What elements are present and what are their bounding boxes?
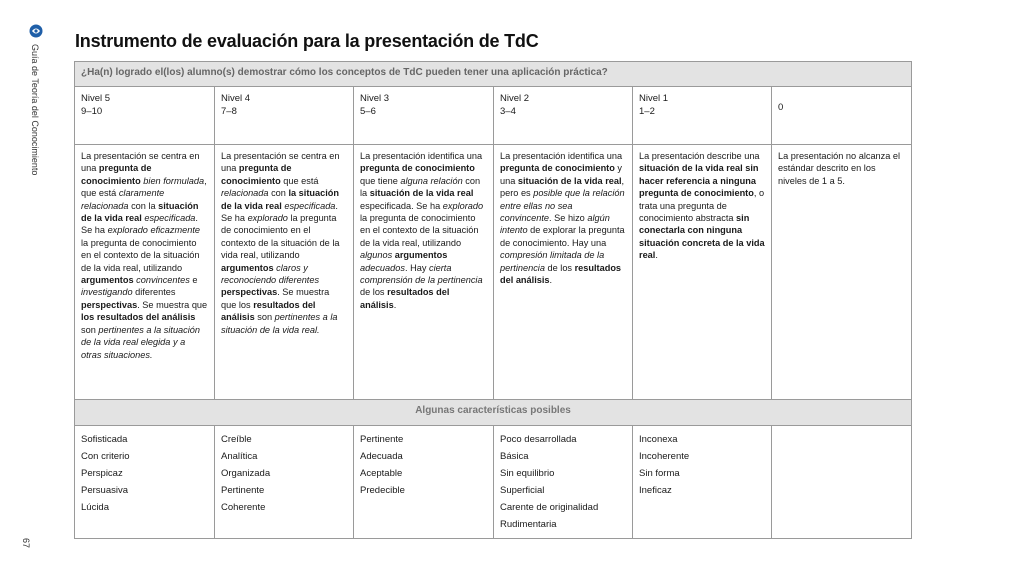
descriptor-text: perspectivas xyxy=(81,299,138,310)
descriptor-text: pertinentes a la situación de la vida real elegida y a otras situaciones. xyxy=(81,324,201,360)
descriptor-text: . Se hizo xyxy=(549,213,588,224)
descriptor-text: claramente relacionada xyxy=(81,188,165,211)
characteristic-item: Sin equilibrio xyxy=(500,468,555,479)
descriptor-text: resultados del análisis xyxy=(500,262,622,286)
characteristic-item: Perspicaz xyxy=(81,468,123,479)
descriptor-text: perspectivas xyxy=(221,287,278,298)
descriptor-text: La presentación no alcanza el estándar descrito en los niveles de 1 a 5. xyxy=(778,151,901,186)
characteristics-list xyxy=(81,431,208,516)
level-cell xyxy=(633,87,772,145)
descriptor-text: la pregunta de conocimiento en el contexto de la situación de la vida real, utilizando xyxy=(360,213,479,248)
descriptor-text: , pero es xyxy=(500,175,625,199)
descriptor-text: sin conectarla con ninguna situación concreta de la vida real xyxy=(639,213,765,261)
descriptor-text: relacionada xyxy=(221,188,269,199)
descriptor-text: son xyxy=(81,324,99,335)
characteristic-item: Ineficaz xyxy=(639,485,672,496)
descriptor-text: pregunta de conocimiento xyxy=(360,163,475,174)
descriptor-text: . Se muestra que los xyxy=(221,287,330,310)
level-range: 7–8 xyxy=(221,106,237,117)
level-cell xyxy=(75,87,215,145)
descriptor-text: especificada xyxy=(144,213,196,224)
level-cell xyxy=(354,87,494,145)
characteristics-cell xyxy=(633,426,772,539)
descriptor-text: , o trata una pregunta de conocimiento abstracta xyxy=(639,188,765,224)
descriptor-row xyxy=(75,145,912,400)
descriptor-text: La presentación identifica una xyxy=(360,151,483,161)
descriptor-text: . Se muestra que xyxy=(137,299,208,310)
descriptor-text: argumentos xyxy=(394,250,448,261)
level-row xyxy=(75,87,912,145)
descriptor-text: los resultados del análisis xyxy=(81,312,196,323)
characteristic-item: Incoherente xyxy=(639,451,690,462)
descriptor-text: la pregunta de conocimiento en el contexto de la situación de la vida real, utilizando xyxy=(81,237,200,273)
characteristic-item: Predecible xyxy=(360,485,405,496)
descriptor-text: explorado eficazmente xyxy=(107,225,201,236)
descriptor-text: con xyxy=(268,188,289,199)
descriptor-cell xyxy=(494,145,633,400)
characteristics-heading-row xyxy=(75,400,912,426)
level-range: 5–6 xyxy=(360,106,376,117)
level-name: Nivel 2 xyxy=(500,93,530,104)
characteristics-list xyxy=(221,431,347,516)
level-name: Nivel 5 xyxy=(81,93,111,104)
level-name: Nivel 4 xyxy=(221,93,251,104)
characteristic-item: Superficial xyxy=(500,485,545,496)
descriptor-text: e xyxy=(189,275,198,286)
descriptor-text: son xyxy=(254,312,275,323)
descriptor-text: convincentes xyxy=(136,275,190,286)
characteristics-cell xyxy=(215,426,354,539)
descriptor-text: pregunta de conocimiento xyxy=(500,163,615,174)
descriptor-text: bien formulada xyxy=(143,175,205,186)
descriptor-text: cierta comprensión de la pertinencia xyxy=(360,262,483,286)
descriptor-text: que tiene xyxy=(360,175,401,186)
descriptor-text: algunos xyxy=(360,250,393,261)
descriptor-text: especificada. Se ha xyxy=(360,200,443,211)
descriptor-text: La presentación se centra en una xyxy=(81,151,200,174)
characteristic-item: Pertinente xyxy=(221,485,265,496)
descriptor-text: La presentación identifica una xyxy=(500,151,623,161)
descriptor-cell xyxy=(772,145,912,400)
characteristic-item: Básica xyxy=(500,451,529,462)
characteristic-item: Carente de originalidad xyxy=(500,502,599,513)
characteristic-item: Con criterio xyxy=(81,451,130,462)
characteristic-item: Persuasiva xyxy=(81,485,128,496)
descriptor-text: adecuados xyxy=(360,262,405,273)
descriptor-cell xyxy=(354,145,494,400)
descriptor-text: investigando xyxy=(81,287,133,298)
rubric-question: ¿Ha(n) logrado el(los) alumno(s) demostrar cómo los conceptos de TdC pueden tener una aplicación práctica? xyxy=(75,62,912,87)
level-cell xyxy=(215,87,354,145)
characteristics-cell xyxy=(354,426,494,539)
characteristic-item: Organizada xyxy=(221,468,271,479)
page-title: Instrumento de evaluación para la presentación de TdC xyxy=(75,31,539,51)
characteristic-item: Adecuada xyxy=(360,451,403,462)
guide-title: Guía de Teoría del Conocimiento xyxy=(30,44,40,176)
descriptor-text: . xyxy=(655,250,658,261)
characteristics-list xyxy=(360,431,487,499)
descriptor-text: especificada xyxy=(284,200,336,211)
descriptor-text: de explorar la pregunta de conocimiento. Hay una xyxy=(500,225,625,248)
characteristics-heading: Algunas características posibles xyxy=(75,400,912,426)
level-range: 9–10 xyxy=(81,106,103,117)
characteristic-item: Rudimentaria xyxy=(500,519,557,530)
ib-logo-icon xyxy=(29,24,43,38)
descriptor-text: que está xyxy=(280,175,319,186)
descriptor-cell xyxy=(75,145,215,400)
level-range: 3–4 xyxy=(500,106,516,117)
descriptor-text: explorado xyxy=(442,200,484,211)
descriptor-text: La presentación describe una xyxy=(639,151,760,161)
descriptor-text: la situación de la vida real xyxy=(221,188,339,211)
characteristic-item: Creíble xyxy=(221,434,252,445)
descriptor-text: resultados del análisis xyxy=(221,299,316,323)
descriptor-text: resultados del análisis xyxy=(360,287,450,310)
descriptor-text: situación de la vida real xyxy=(81,200,199,224)
level-name: Nivel 3 xyxy=(360,93,390,104)
characteristics-list xyxy=(639,431,765,499)
descriptor-text: compresión limitada de la pertinencia xyxy=(500,250,605,273)
level-cell xyxy=(772,87,912,145)
characteristics-row xyxy=(75,426,912,539)
descriptor-text: con la xyxy=(128,200,159,211)
descriptor-text: . xyxy=(393,299,397,310)
page-number: 67 xyxy=(21,538,31,549)
characteristic-item: Aceptable xyxy=(360,468,403,479)
descriptor-cell xyxy=(215,145,354,400)
level-range: 1–2 xyxy=(639,106,655,117)
characteristic-item: Sin forma xyxy=(639,468,680,479)
descriptor-text: pregunta de conocimiento xyxy=(221,163,292,186)
characteristics-cell xyxy=(75,426,215,539)
descriptor-text: claros y reconociendo diferentes xyxy=(221,262,320,286)
level-name: Nivel 1 xyxy=(639,93,669,104)
descriptor-text: . Se ha xyxy=(81,213,198,236)
characteristic-item: Sofisticada xyxy=(81,434,128,445)
characteristic-item: Pertinente xyxy=(360,434,404,445)
rubric-table xyxy=(74,61,912,539)
descriptor-text: argumentos xyxy=(221,262,274,273)
characteristic-item: Poco desarrollada xyxy=(500,434,577,445)
descriptor-text: situación de la vida real xyxy=(369,188,474,199)
descriptor-text: de los xyxy=(360,287,388,298)
characteristic-item: Inconexa xyxy=(639,434,678,445)
descriptor-text: , que está xyxy=(81,175,207,199)
descriptor-text: situación de la vida real xyxy=(517,175,622,186)
descriptor-cell xyxy=(633,145,772,400)
descriptor-text: pertinentes a la situación de la vida real. xyxy=(221,312,338,335)
level-range: 0 xyxy=(778,102,784,113)
characteristics-cell xyxy=(772,426,912,539)
descriptor-text: . xyxy=(549,275,553,286)
descriptor-text: con la xyxy=(360,175,481,199)
descriptor-text: situación de la vida real sin hacer referencia a ninguna pregunta de conocimiento xyxy=(639,163,759,199)
characteristics-list xyxy=(500,431,626,533)
descriptor-text: diferentes xyxy=(132,287,176,298)
descriptor-text: argumentos xyxy=(81,275,134,286)
descriptor-text: pregunta de conocimiento xyxy=(81,163,152,186)
level-cell xyxy=(494,87,633,145)
descriptor-text: la pregunta de conocimiento en el contexto de la situación de la vida real, utilizando xyxy=(221,213,340,261)
descriptor-text: alguna relación xyxy=(400,175,463,186)
characteristic-item: Coherente xyxy=(221,502,266,513)
descriptor-text: La presentación se centra en una xyxy=(221,151,340,174)
characteristic-item: Analítica xyxy=(221,451,258,462)
descriptor-text: de los xyxy=(544,262,575,273)
characteristic-item: Lúcida xyxy=(81,502,109,513)
descriptor-text: . Se ha xyxy=(221,200,338,224)
characteristics-cell xyxy=(494,426,633,539)
descriptor-text: . Hay xyxy=(404,262,429,273)
descriptor-text: posible que la relación entre ellas no sea convincente xyxy=(500,188,625,224)
descriptor-text: algún intento xyxy=(500,213,610,236)
descriptor-text: explorado xyxy=(247,213,288,224)
question-row xyxy=(75,62,912,87)
descriptor-text: y una xyxy=(500,163,623,186)
